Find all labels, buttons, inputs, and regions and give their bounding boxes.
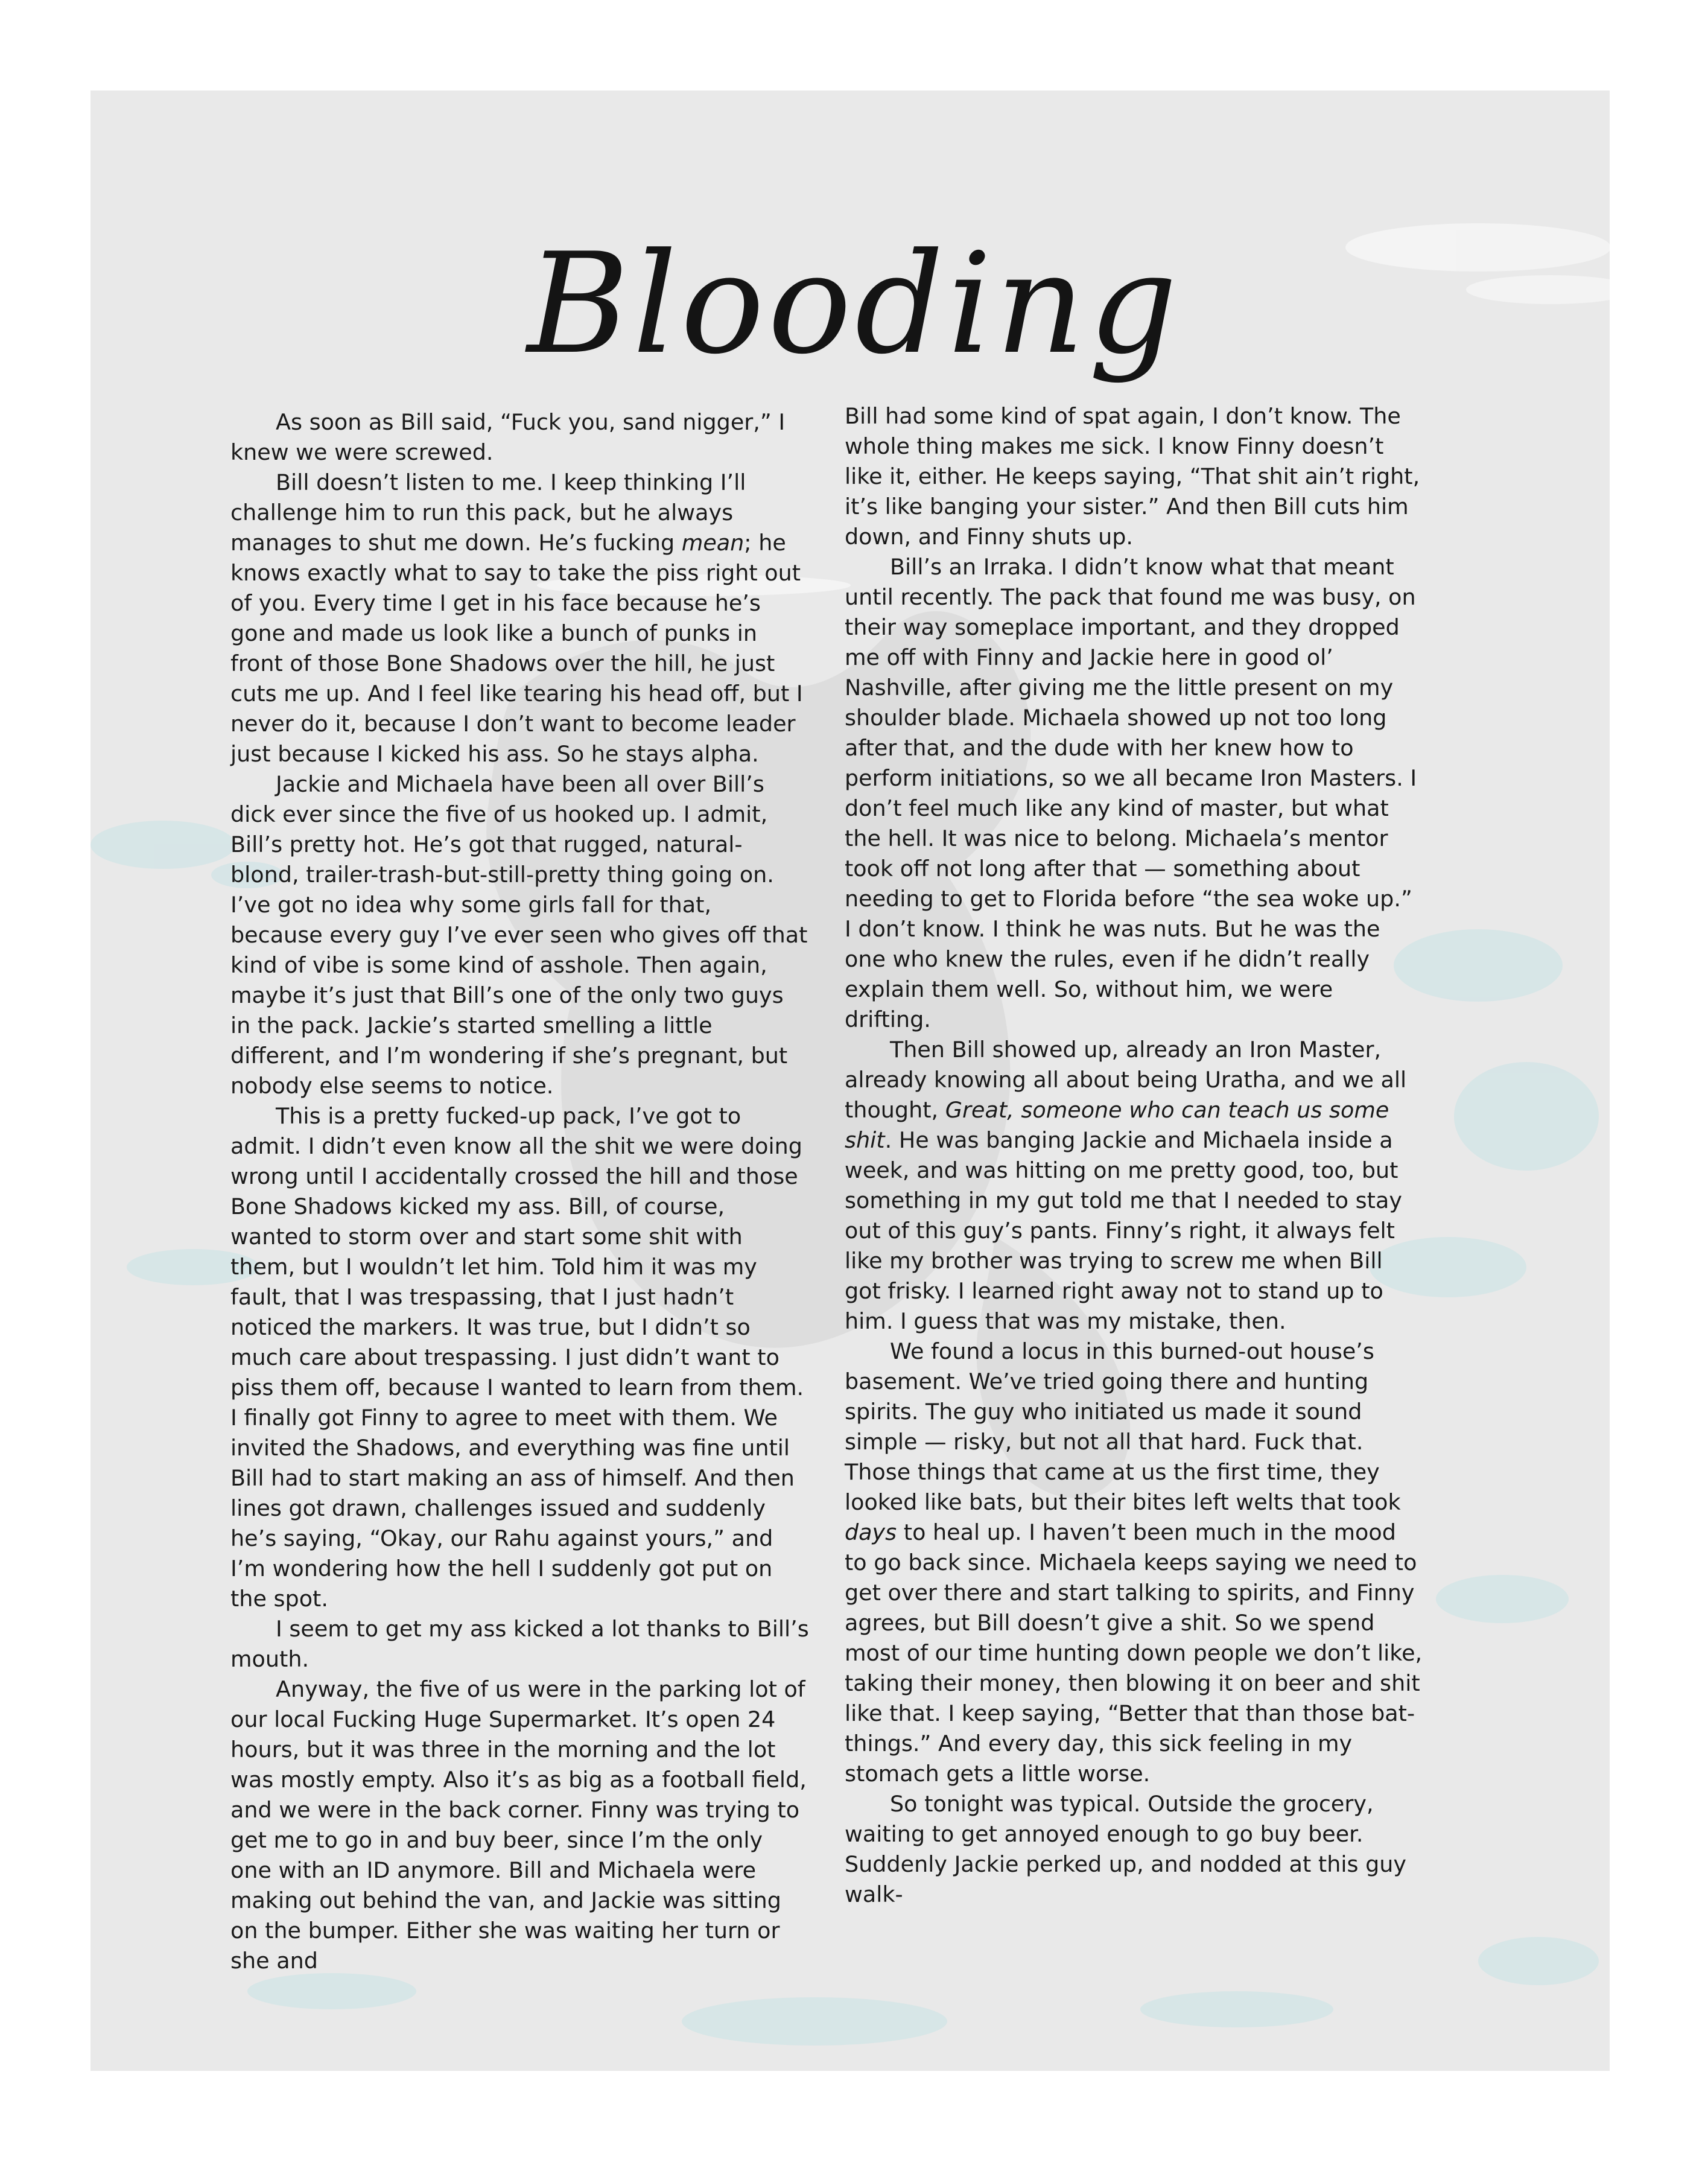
page-title: Blooding bbox=[527, 224, 1181, 385]
paragraph: Jackie and Michaela have been all over Bill’s dick ever since the five of us hooked up. I admit, Bill’s pretty hot. He’s got that rugged, natural-blond, trailer-trash-but-still-pretty thing going on. I’ve got no idea why some girls fall for that, because every guy I’ve ever seen who gives off that kind of vibe is some kind of asshole. Then again, maybe it’s just that Bill’s one of the only two guys in the pack. Jackie’s started smelling a little different, and I’m wondering if she’s pregnant, but nobody else seems to notice. bbox=[230, 771, 808, 1099]
paragraph: Bill had some kind of spat again, I don’t know. The whole thing makes me sick. I know Finny doesn’t like it, either. He keeps saying, “That shit ain’t right, it’s like banging your sister.” And then Bill cuts him down, and Finny shuts up. bbox=[845, 403, 1420, 550]
paragraph: So tonight was typical. Outside the grocery, waiting to get annoyed enough to go buy beer. Suddenly Jackie perked up, and nodded at this guy walk- bbox=[845, 1791, 1406, 1907]
paragraph: This is a pretty fucked-up pack, I’ve got to admit. I didn’t even know all the shit we were doing wrong until I accidentally crossed the hill and those Bone Shadows kicked my ass. Bill, of course, wanted to storm over and start some shit with them, but I wouldn’t let him. Told him it was my fault, that I was trespassing, that I just hadn’t noticed the markers. It was true, but I didn’t so much care about trespassing. I just didn’t want to piss them off, because I wanted to learn from them. I finally got Finny to agree to meet with them. We invited the Shadows, and everything was fine until Bill had to start making an ass of himself. And then lines got drawn, challenges issued and suddenly he’s saying, “Okay, our Rahu against yours,” and I’m wondering how the hell I suddenly got put on the spot. bbox=[230, 1103, 804, 1612]
paragraph: Anyway, the five of us were in the parking lot of our local Fucking Huge Supermarket. It’s open 24 hours, but it was three in the morning and the lot was mostly empty. Also it’s as big as a football field, and we were in the back corner. Finny was trying to get me to go in and buy beer, since I’m the only one with an ID anymore. Bill and Michaela were making out behind the van, and Jackie was sitting on the bumper. Either she was waiting her turn or she and bbox=[230, 1676, 807, 1974]
paragraph: Bill’s an Irraka. I didn’t know what that meant until recently. The pack that found me was busy, on their way someplace important, and they dropped me off with Finny and Jackie here in good ol’ Nashville, after giving me the little present on my shoulder blade. Michaela showed up not too long after that, and the dude with her knew how to perform initiations, so we all became Iron Masters. I don’t feel much like any kind of master, but what the hell. It was nice to belong. Michaela’s mentor took off not long after that — something about needing to get to Florida before “the sea woke up.” I don’t know. I think he was nuts. But he was the one who knew the rules, even if he didn’t really explain them well. So, without him, we were drifting. bbox=[845, 554, 1417, 1032]
paragraph: I seem to get my ass kicked a lot thanks to Bill’s mouth. bbox=[230, 1616, 809, 1672]
paragraph: Then Bill showed up, already an Iron Master, already knowing all about being Uratha, and we all thought, Great, someone who can teach us some shit. He was banging Jackie and Michaela inside a week, and was hitting on me pretty good, too, but something in my gut told me that I needed to stay out of this guy’s pants. Finny’s right, it always felt like my brother was trying to screw me when Bill got frisky. I learned right away not to stand up to him. I guess that was my mistake, then. bbox=[845, 1037, 1407, 1334]
paragraph: Bill doesn’t listen to me. I keep thinking I’ll challenge him to run this pack, but he always manages to shut me down. He’s fucking mean; he knows exactly what to say to take the piss right out of you. Every time I get in his face because he’s gone and made us look like a bunch of punks in front of those Bone Shadows over the hill, he just cuts me up. And I feel like tearing his head off, but I never do it, because I don’t want to become leader just because I kicked his ass. So he stays alpha. bbox=[230, 469, 803, 767]
paragraph: As soon as Bill said, “Fuck you, sand nigger,” I knew we were screwed. bbox=[230, 409, 786, 465]
text-column-left bbox=[230, 407, 810, 1976]
text-column-right bbox=[845, 401, 1424, 1910]
paragraph: We found a locus in this burned-out house’s basement. We’ve tried going there and hunting spirits. The guy who initiated us made it sound simple — risky, but not all that hard. Fuck that. Those things that came at us the first time, they looked like bats, but their bites left welts that took days to heal up. I haven’t been much in the mood to go back since. Michaela keeps saying we need to get over there and start talking to spirits, and Finny agrees, but Bill doesn’t give a shit. So we spend most of our time hunting down people we don’t like, taking their money, then blowing it on beer and shit like that. I keep saying, “Better that than those bat-things.” And every day, this sick feeling in my stomach gets a little worse. bbox=[845, 1338, 1423, 1787]
